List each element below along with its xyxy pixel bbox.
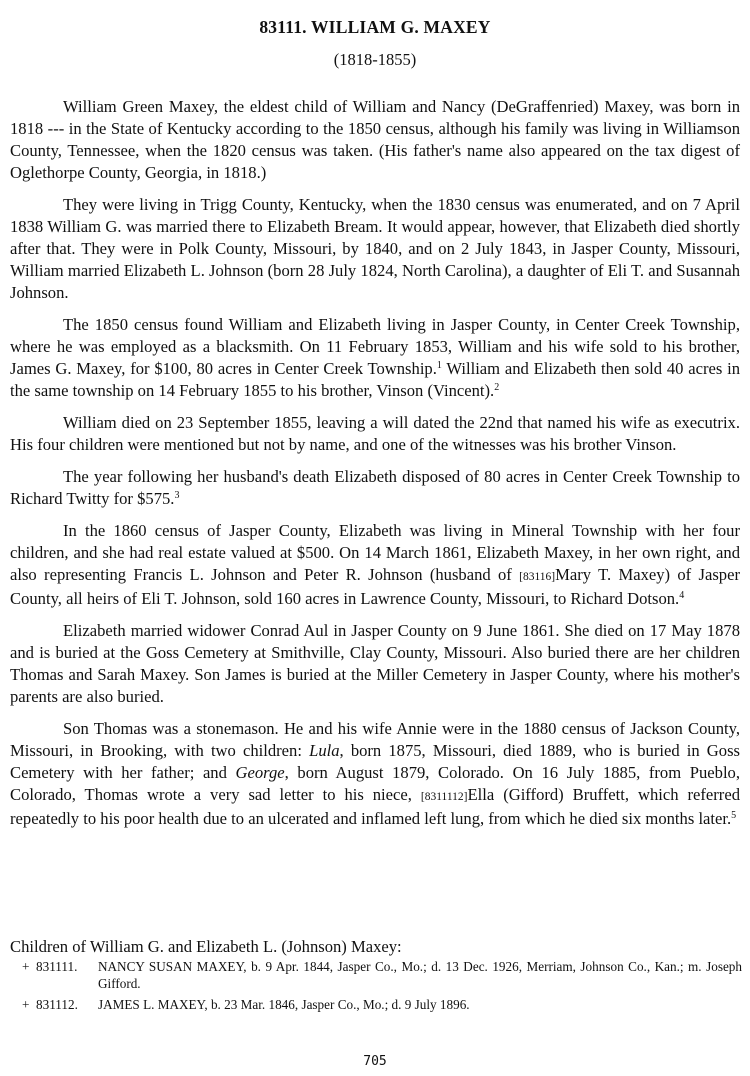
life-dates: (1818-1855) [333,50,417,69]
child-details: NANCY SUSAN MAXEY, b. 9 Apr. 1844, Jasper Co., Mo.; d. 13 Dec. 1926, Merriam, Johnson Co., Kan.; m. Joseph Gifford. [98,959,742,991]
cross-reference: [83116] [519,571,556,583]
child-entry [22,958,742,992]
paragraph-text: Mary T. Maxey) of Jasper County, all heirs of Eli T. Johnson, sold 160 acres in Lawrence County, Missouri, to Richard Dotson. [10,565,740,608]
child-number: 831112. [36,997,78,1012]
child-details: JAMES L. MAXEY, b. 23 Mar. 1846, Jasper Co., Mo.; d. 9 July 1896. [98,997,470,1012]
paragraph-son-thomas [10,718,740,830]
descendant-marker: + [22,997,30,1012]
paragraph-text: The 1850 census found William and Elizabeth living in Jasper County, in Center Creek Township, where he was employed as a blacksmith. On 11 February 1853, William and his wife sold to his brother, James G. Maxey, for $100, 80 acres in Center Creek Township. [10,315,740,378]
paragraph-text: Son Thomas was a stonemason. He and his wife Annie were in the 1880 census of Jackson County, Missouri, in Brooking, with two children: [10,719,740,760]
paragraph-birth: William Green Maxey, the eldest child of William and Nancy (DeGraffenried) Maxey, was born in 1818 --- in the State of Kentucky according to the 1850 census, although his family was living in Williamson County, Tennessee, when the 1820 census was taken. (His father's name also appeared on the tax digest of Oglethorpe County, Georgia, in 1818.) [10,97,740,182]
paragraph-text: In the 1860 census of Jasper County, Elizabeth was living in Mineral Township with her four children, and she had real estate valued at $500. On 14 March 1861, Elizabeth Maxey, in her own right, and also representing Francis L. Johnson and Peter R. Johnson (husband of [10,521,740,584]
children-heading: Children of William G. and Elizabeth L. (Johnson) Maxey: [10,937,402,956]
biography-body [10,96,740,830]
paragraph-text: The year following her husband's death Elizabeth disposed of 80 acres in Center Creek Township to Richard Twitty for $575. [10,467,740,508]
footnote-marker: 2 [494,382,500,393]
footnote-marker: 3 [174,490,180,501]
child-entry [22,996,742,1013]
paragraph-text: , born August 1879, Colorado. On 16 July 1885, from Pueblo, Colorado, Thomas wrote a very sad letter to his niece, [10,763,740,804]
paragraph-marriages: They were living in Trigg County, Kentucky, when the 1830 census was enumerated, and on 7 April 1838 William G. was married there to Elizabeth Bream. It would appear, however, that Elizabeth died shortly after that. They were in Polk County, Missouri, by 1840, and on 2 July 1843, in Jasper County, Missouri, William married Elizabeth L. Johnson (born 28 July 1824, North Carolina), a daughter of Eli T. and Susannah Johnson. [10,195,740,302]
paragraph-text: William and Elizabeth then sold 40 acres in the same township on 14 February 1855 to his brother, Vinson (Vincent). [10,359,740,400]
descendant-marker: + [22,959,30,974]
paragraph-text: Ella (Gifford) Bruffett, which referred repeatedly to his poor health due to an ulcerated and inflamed left lung, from which he died six months later. [10,785,740,828]
paragraph-1850-census [10,314,740,402]
child-number: 831111. [36,959,78,974]
paragraph-land-sale [10,466,740,510]
paragraph-death: William died on 23 September 1855, leaving a will dated the 22nd that named his wife as executrix. His four children were mentioned but not by name, and one of the witnesses was his brother Vinson. [10,413,740,454]
page-number: 705 [363,1054,387,1069]
paragraph-1860-census [10,520,740,610]
footnote-marker: 4 [679,590,685,601]
child-name: Lula [309,741,340,760]
cross-reference: [8311112] [420,791,468,803]
paragraph-text: , born 1875, Missouri, died 1889, who is buried in Goss Cemetery with her father; and [10,741,740,782]
page-title: 83111. WILLIAM G. MAXEY [259,17,491,37]
children-list [22,958,742,1017]
paragraph-remarriage: Elizabeth married widower Conrad Aul in Jasper County on 9 June 1861. She died on 17 May 1878 and is buried at the Goss Cemetery at Smithville, Clay County, Missouri. Also buried there are her children Thomas and Sarah Maxey. Son James is buried at the Miller Cemetery in Jasper County, where his mother's parents are also buried. [10,621,740,706]
footnote-marker: 1 [436,360,442,371]
child-name: George [235,763,285,782]
footnote-marker: 5 [731,810,737,821]
